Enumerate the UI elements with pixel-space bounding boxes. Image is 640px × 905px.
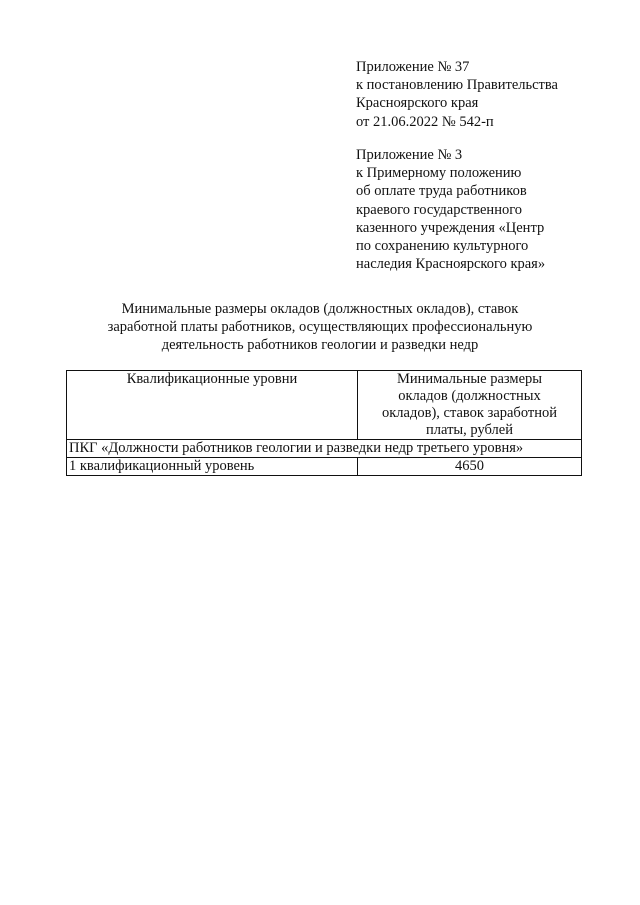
qualification-level-salary: 4650 xyxy=(358,458,582,476)
table-row xyxy=(67,458,582,476)
document-title-line: деятельность работников геологии и разведки недр xyxy=(161,337,479,354)
annex-37-line: Красноярского края xyxy=(356,95,479,112)
header-minimum-rates-line: Минимальные размеры xyxy=(396,371,543,387)
annex-3-line: к Примерному положению xyxy=(356,165,522,182)
annex-3-line: краевого государственного xyxy=(356,201,523,218)
document-title xyxy=(60,300,580,355)
table-group-row xyxy=(67,440,582,458)
professional-group-label: ПКГ «Должности работников геологии и разведки недр третьего уровня» xyxy=(67,440,582,458)
annex-3-line: по сохранению культурного xyxy=(356,238,529,255)
annex-37-line: к постановлению Правительства xyxy=(356,77,558,94)
annex-37-line: Приложение № 37 xyxy=(356,59,470,75)
annex-37-line: от 21.06.2022 № 542-п xyxy=(356,113,494,130)
qualification-level-name: 1 квалификационный уровень xyxy=(67,458,358,476)
header-qualification-levels: Квалификационные уровни xyxy=(67,371,358,440)
salary-table xyxy=(66,370,582,476)
header-minimum-rates xyxy=(358,371,582,440)
document-title-line: Минимальные размеры окладов (должностных окладов), ставок xyxy=(121,301,519,317)
annex-3-line: наследия Красноярского края» xyxy=(356,256,546,273)
header-minimum-rates-line: платы, рублей xyxy=(426,422,513,438)
header-minimum-rates-line: окладов), ставок заработной xyxy=(382,405,557,421)
annex-3-block xyxy=(356,146,545,273)
annex-3-line: казенного учреждения «Центр xyxy=(356,219,545,236)
header-minimum-rates-line: окладов (должностных xyxy=(398,388,541,404)
table-header-row xyxy=(67,371,582,440)
annex-3-line: Приложение № 3 xyxy=(356,147,463,163)
annex-37-block xyxy=(356,58,558,131)
document-title-line: заработной платы работников, осуществляющих профессиональную xyxy=(107,319,533,336)
annex-3-line: об оплате труда работников xyxy=(356,183,527,200)
